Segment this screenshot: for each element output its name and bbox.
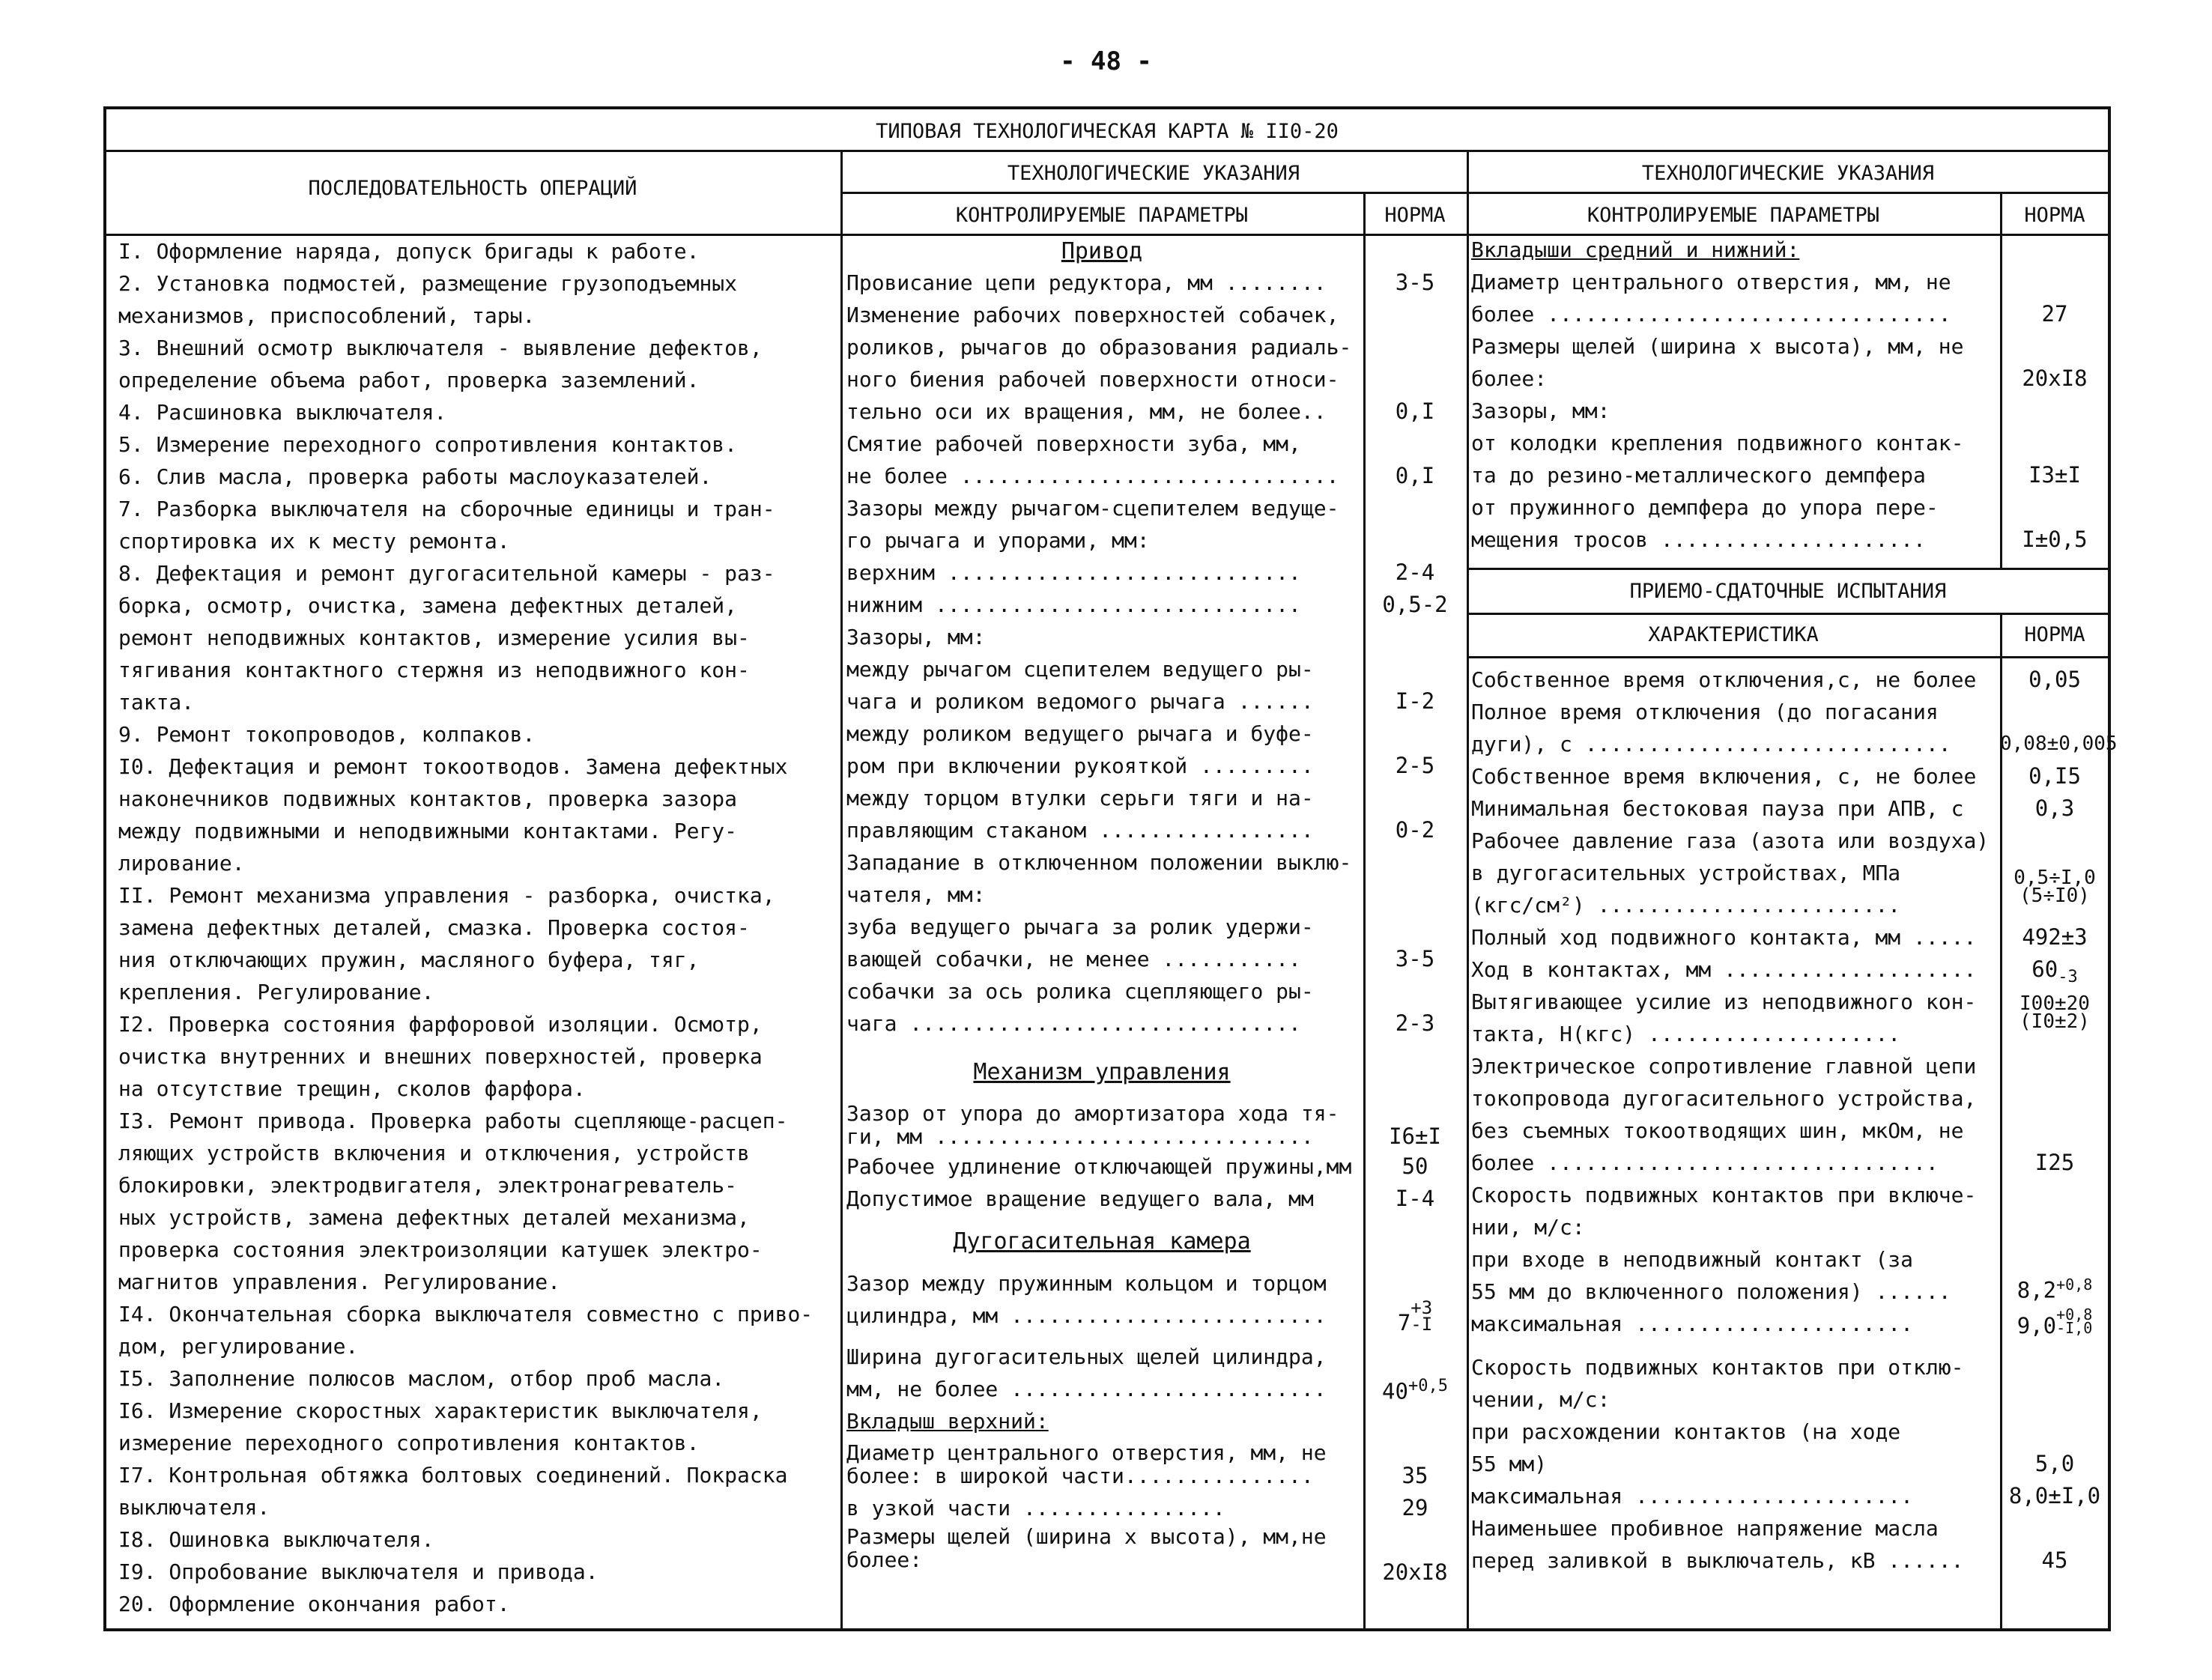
op-line: II. Ремонт механизма управления - разборка, очистка, <box>118 883 775 908</box>
op-line: механизмов, приспособлений, тары. <box>118 303 536 328</box>
op-line: I0. Дефектация и ремонт токоотводов. Замена дефектных <box>118 754 788 779</box>
op-line: 5. Измерение переходного сопротивления контактов. <box>118 432 738 457</box>
param-line: зуба ведущего рычага за ролик удержи- <box>846 915 1314 939</box>
norm-value: 2-5 <box>1395 753 1435 778</box>
right-line: Диаметр центрального отверстия, мм, не <box>1471 270 1951 294</box>
norm-value: 20хI8 <box>2022 366 2088 391</box>
op-line: между подвижными и неподвижными контактами. Регу- <box>118 819 738 843</box>
rule-characteristic-bottom <box>1467 656 2109 658</box>
op-line: такта. <box>118 690 195 715</box>
section-drive: Привод <box>1061 238 1143 264</box>
param-line: более: в широкой части............... <box>846 1464 1314 1488</box>
param-line: тельно оси их вращения, мм, не более.. <box>846 399 1327 424</box>
header-sequence: ПОСЛЕДОВАТЕЛЬНОСТЬ ОПЕРАЦИЙ <box>308 177 637 200</box>
op-line: замена дефектных деталей, смазка. Проверка состоя- <box>118 915 750 940</box>
param-line: го рычага и упорами, мм: <box>846 528 1150 553</box>
op-line: выключателя. <box>118 1495 270 1520</box>
param-line: чателя, мм: <box>846 882 986 907</box>
param-line: Рабочее удлинение отключающей пружины,мм <box>846 1154 1352 1179</box>
right-line: Вытягивающее усилие из неподвижного кон- <box>1471 989 1977 1014</box>
op-line: очистка внутренних и внешних поверхностей, проверка <box>118 1044 763 1069</box>
param-line: мм, не более ......................... <box>846 1377 1327 1401</box>
rule-subheader <box>840 192 2109 194</box>
norm-value: I00±20 (I0±2) <box>2019 992 2090 1033</box>
norm-value: 50 <box>1402 1153 1428 1179</box>
param-line: нижним ............................. <box>846 592 1301 617</box>
param-line: Допустимое вращение ведущего вала, мм <box>846 1186 1314 1211</box>
header-params-2: КОНТРОЛИРУЕМЫЕ ПАРАМЕТРЫ <box>1587 204 1880 227</box>
param-line: Ширина дугогасительных щелей цилиндра, <box>846 1344 1327 1369</box>
param-line: вающей собачки, не менее ........... <box>846 947 1301 971</box>
norm-value: 2-3 <box>1395 1010 1435 1036</box>
right-line: более ............................... <box>1471 1150 1939 1175</box>
right-line: такта, Н(кгс) .................... <box>1471 1022 1901 1046</box>
right-line: дуги), с ............................. <box>1471 732 1951 756</box>
norm-value: I-4 <box>1395 1186 1435 1211</box>
norm-value: 29 <box>1402 1495 1428 1520</box>
param-line: Провисание цепи редуктора, мм ........ <box>846 270 1327 295</box>
op-line: измерение переходного сопротивления контактов. <box>118 1431 700 1455</box>
param-line: Зазоры, мм: <box>846 625 986 649</box>
op-line: магнитов управления. Регулирование. <box>118 1270 561 1294</box>
right-line: Зазоры, мм: <box>1471 398 1610 423</box>
param-line: между роликом ведущего рычага и буфе- <box>846 721 1314 746</box>
op-line: 7. Разборка выключателя на сборочные единицы и тран- <box>118 497 775 521</box>
op-line: тягивания контактного стержня из неподвижного кон- <box>118 658 750 682</box>
norm-value: I±0,5 <box>2022 527 2088 552</box>
op-line: I3. Ремонт привода. Проверка работы сцепляюще-расцеп- <box>118 1109 788 1133</box>
right-line: Размеры щелей (ширина х высота), мм, не <box>1471 334 1964 359</box>
norm-value: 0,I5 <box>2028 763 2081 789</box>
norm-value: 0,08±0,005 <box>2000 733 2118 755</box>
header-tech-instructions-1: ТЕХНОЛОГИЧЕСКИЕ УКАЗАНИЯ <box>1007 162 1300 185</box>
header-norm-3: НОРМА <box>2024 623 2085 646</box>
param-line: Изменение рабочих поверхностей собачек, <box>846 303 1339 327</box>
op-line: ния отключающих пружин, масляного буфера, тяг, <box>118 947 700 972</box>
right-line: Электрическое сопротивление главной цепи <box>1471 1054 1977 1079</box>
op-line: лирование. <box>118 851 245 876</box>
right-line: без съемных токоотводящих шин, мкОм, не <box>1471 1118 1964 1143</box>
op-line: 9. Ремонт токопроводов, колпаков. <box>118 722 536 747</box>
norm-value: $60_{-3}$ <box>2031 956 2078 986</box>
right-line: максимальная ...................... <box>1471 1484 1914 1508</box>
right-line: нии, м/с: <box>1471 1215 1585 1240</box>
param-line: Зазор между пружинным кольцом и торцом <box>846 1271 1327 1296</box>
norm-value: 3-5 <box>1395 946 1435 971</box>
norm-value: 492±3 <box>2022 924 2088 950</box>
param-line: Зазоры между рычагом-сцепителем ведуще- <box>846 496 1339 521</box>
norm-value: 9,0+0,8 -I,0 <box>2016 1306 2093 1338</box>
right-line: (кгс/см²) ........................ <box>1471 893 1901 918</box>
op-line: блокировки, электродвигателя, электронагреватель- <box>118 1173 738 1198</box>
right-line: Минимальная бестоковая пауза при АПВ, с <box>1471 796 1964 821</box>
op-line: I4. Окончательная сборка выключателя совместно с приво- <box>118 1302 813 1326</box>
op-line: ляющих устройств включения и отключения, устройств <box>118 1141 750 1165</box>
op-line: наконечников подвижных контактов, проверка зазора <box>118 786 738 811</box>
op-line: I. Оформление наряда, допуск бригады к работе. <box>118 239 700 264</box>
right-line: при расхождении контактов (на ходе <box>1471 1419 1901 1444</box>
param-line: Вкладыш верхний: <box>846 1409 1049 1434</box>
right-line: более: <box>1471 366 1548 391</box>
param-line: не более .............................. <box>846 464 1339 488</box>
op-line: проверка состояния электроизоляции катушек электро- <box>118 1237 763 1262</box>
rule-acceptance-top <box>1467 568 2109 570</box>
right-line: Ход в контактах, мм .................... <box>1471 957 1977 982</box>
right-line: перед заливкой в выключатель, кВ ...... <box>1471 1548 1964 1573</box>
norm-value: 8,0±I,0 <box>2008 1483 2101 1508</box>
right-line: мещения тросов ..................... <box>1471 527 1926 552</box>
param-line: собачки за ось ролика сцепляющего ры- <box>846 979 1314 1004</box>
op-line: I9. Опробование выключателя и привода. <box>118 1559 599 1584</box>
header-acceptance: ПРИЕМО-СДАТОЧНЫЕ ИСПЫТАНИЯ <box>1629 580 1947 603</box>
param-line: Размеры щелей (ширина х высота), мм,не <box>846 1524 1327 1549</box>
right-line: токопровода дугогасительного устройства, <box>1471 1086 1977 1111</box>
norm-value: 0,5÷I,0 (5÷I0) <box>2013 867 2096 907</box>
right-line: от колодки крепления подвижного контак- <box>1471 431 1964 455</box>
norm-value: 0,I <box>1395 398 1435 424</box>
norm-value: 0,I <box>1395 463 1435 488</box>
norm-value: 0,3 <box>2034 795 2075 821</box>
op-line: I6. Измерение скоростных характеристик выключателя, <box>118 1398 763 1423</box>
rule-acceptance-bottom <box>1467 613 2109 615</box>
param-line: чага ............................... <box>846 1011 1301 1036</box>
param-line: верхним ............................ <box>846 560 1301 585</box>
norm-value: 27 <box>2041 301 2068 327</box>
op-line: 20. Оформление окончания работ. <box>118 1592 510 1616</box>
right-line: Собственное время включения, с, не более <box>1471 764 1977 789</box>
right-line: при входе в неподвижный контакт (за <box>1471 1247 1914 1272</box>
norm-value: $40^{+0,5}$ <box>1382 1377 1448 1404</box>
param-line: более: <box>846 1547 923 1572</box>
op-line: 4. Расшиновка выключателя. <box>118 400 447 425</box>
norm-value: 35 <box>1402 1463 1428 1488</box>
right-line: более ................................ <box>1471 302 1951 327</box>
op-line: дом, регулирование. <box>118 1334 359 1359</box>
op-line: на отсутствие трещин, сколов фарфора. <box>118 1076 586 1101</box>
param-line: между рычагом сцепителем ведущего ры- <box>846 657 1314 682</box>
norm-value: 0,05 <box>2028 667 2081 692</box>
param-line: в узкой части ................ <box>846 1496 1225 1520</box>
param-line: правляющим стаканом ................. <box>846 818 1314 843</box>
op-line: крепления. Регулирование. <box>118 980 434 1004</box>
op-line: I7. Контрольная обтяжка болтовых соединений. Покраска <box>118 1463 788 1488</box>
norm-value: 5,0 <box>2034 1451 2075 1476</box>
norm-value: 7+3 -I <box>1397 1297 1433 1335</box>
right-line: Скорость подвижных контактов при включе- <box>1471 1183 1977 1207</box>
right-line: Полное время отключения (до погасания <box>1471 700 1939 724</box>
param-line: ги, мм .............................. <box>846 1124 1314 1149</box>
rule-col-right <box>1467 150 1469 1630</box>
param-line: между торцом втулки серьги тяги и на- <box>846 786 1314 810</box>
right-line: Рабочее давление газа (азота или воздуха) <box>1471 828 1990 853</box>
rule-col-ops <box>840 150 843 1630</box>
header-norm-2: НОРМА <box>2024 204 2085 227</box>
rule-header-bottom <box>105 234 2109 236</box>
op-line: 2. Установка подмостей, размещение грузоподъемных <box>118 271 738 296</box>
param-line: Западание в отключенном положении выклю- <box>846 850 1352 875</box>
param-line: ного биения рабочей поверхности относи- <box>846 367 1339 392</box>
page-number: - 48 - <box>1060 46 1152 76</box>
op-line: определение объема работ, проверка заземлений. <box>118 368 700 392</box>
norm-value: 0-2 <box>1395 817 1435 843</box>
op-line: ных устройств, замена дефектных деталей механизма, <box>118 1205 750 1230</box>
right-line: 55 мм до включенного положения) ...... <box>1471 1279 1951 1304</box>
header-params-1: КОНТРОЛИРУЕМЫЕ ПАРАМЕТРЫ <box>955 204 1249 227</box>
param-line: роликов, рычагов до образования радиаль- <box>846 335 1352 360</box>
section-control-mechanism: Механизм управления <box>973 1059 1231 1085</box>
norm-value: $8,2^{+0,8}$ <box>2016 1276 2093 1303</box>
param-line: ром при включении рукояткой ......... <box>846 753 1314 778</box>
right-line: Полный ход подвижного контакта, мм ..... <box>1471 925 1977 950</box>
rule-title <box>105 150 2109 152</box>
right-line: та до резино-металлического демпфера <box>1471 463 1926 488</box>
right-line: максимальная ...................... <box>1471 1311 1914 1336</box>
norm-value: I-2 <box>1395 688 1435 714</box>
header-characteristic: ХАРАКТЕРИСТИКА <box>1648 623 1819 646</box>
section-arc-chamber: Дугогасительная камера <box>953 1228 1251 1255</box>
header-tech-instructions-2: ТЕХНОЛОГИЧЕСКИЕ УКАЗАНИЯ <box>1641 162 1935 185</box>
card-title: ТИПОВАЯ ТЕХНОЛОГИЧЕСКАЯ КАРТА № II0-20 <box>876 120 1339 143</box>
right-line: чении, м/с: <box>1471 1387 1610 1412</box>
op-line: 3. Внешний осмотр выключателя - выявление дефектов, <box>118 336 763 360</box>
norm-value: I3±I <box>2028 462 2081 488</box>
op-line: спортировка их к месту ремонта. <box>118 529 510 554</box>
right-line: Вкладыши средний и нижний: <box>1471 237 1800 262</box>
right-line: от пружинного демпфера до упора пере- <box>1471 495 1939 520</box>
norm-value: 45 <box>2041 1547 2068 1573</box>
op-line: I5. Заполнение полюсов маслом, отбор проб масла. <box>118 1366 725 1391</box>
op-line: I8. Ошиновка выключателя. <box>118 1527 434 1552</box>
right-line: Собственное время отключения,с, не более <box>1471 667 1977 692</box>
param-line: Смятие рабочей поверхности зуба, мм, <box>846 431 1301 456</box>
op-line: I2. Проверка состояния фарфоровой изоляции. Осмотр, <box>118 1012 763 1037</box>
right-line: Наименьшее пробивное напряжение масла <box>1471 1516 1939 1541</box>
norm-value: 0,5-2 <box>1382 592 1448 617</box>
op-line: 8. Дефектация и ремонт дугогасительной камеры - раз- <box>118 561 775 586</box>
op-line: борка, осмотр, очистка, замена дефектных деталей, <box>118 593 738 618</box>
right-line: в дугогасительных устройствах, МПа <box>1471 861 1901 885</box>
right-line: Скорость подвижных контактов при отклю- <box>1471 1355 1964 1380</box>
norm-value: I6±I <box>1389 1123 1441 1149</box>
right-line: 55 мм) <box>1471 1452 1548 1476</box>
param-line: Зазор от упора до амортизатора хода тя- <box>846 1101 1339 1126</box>
op-line: 6. Слив масла, проверка работы маслоуказателей. <box>118 464 712 489</box>
norm-value: 20хI8 <box>1382 1559 1448 1585</box>
norm-value: 2-4 <box>1395 560 1435 585</box>
param-line: чага и роликом ведомого рычага ...... <box>846 689 1314 714</box>
norm-value: 3-5 <box>1395 270 1435 295</box>
param-line: цилиндра, мм ......................... <box>846 1303 1327 1328</box>
header-norm-1: НОРМА <box>1384 204 1446 227</box>
norm-value: I25 <box>2034 1150 2075 1175</box>
op-line: ремонт неподвижных контактов, измерение усилия вы- <box>118 625 750 650</box>
param-line: Диаметр центрального отверстия, мм, не <box>846 1440 1327 1465</box>
